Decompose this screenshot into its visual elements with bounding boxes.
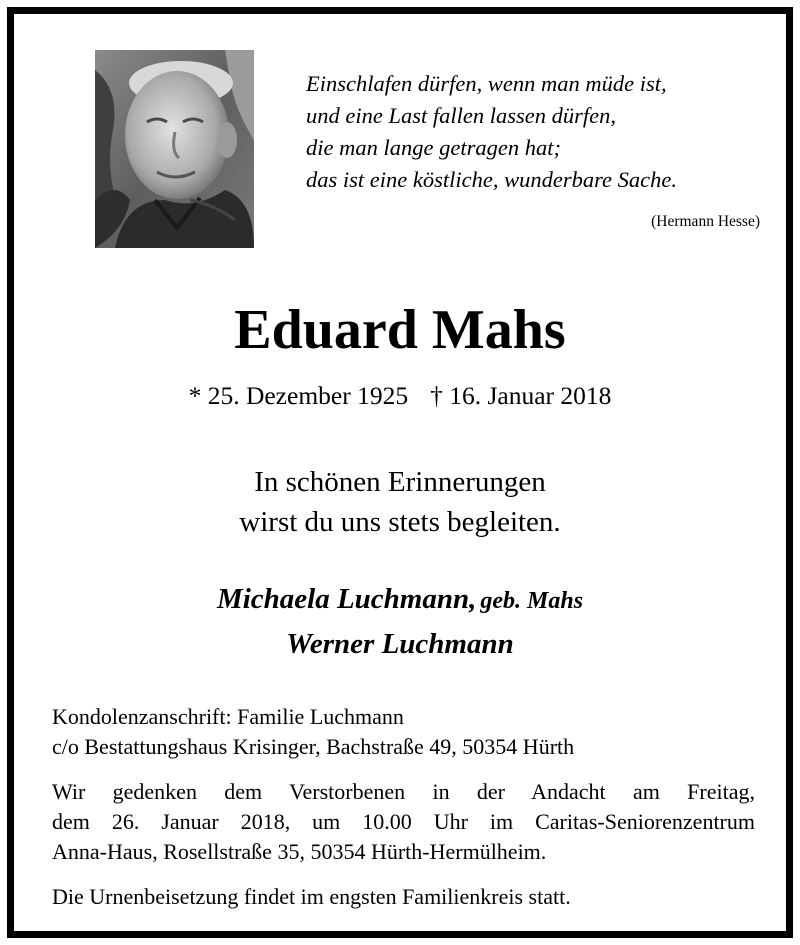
condolence-line: c/o Bestattungshaus Krisinger, Bachstraße 49, 50354 Hürth (52, 734, 575, 759)
mourner-name: Werner Luchmann (286, 628, 514, 660)
quote-line: Einschlafen dürfen, wenn man müde ist, (306, 71, 667, 96)
quote-line: die man lange getragen hat; (306, 135, 561, 160)
life-dates (14, 380, 786, 412)
portrait-photo-icon (95, 50, 254, 248)
mourner-name: Michaela Luchmann, (216, 583, 477, 615)
quote-line: das ist eine köstliche, wunderbare Sache. (306, 167, 677, 192)
memorial-phrase-line: wirst du uns stets begleiten. (239, 506, 561, 538)
obituary-frame (7, 7, 793, 938)
mourner-row (14, 579, 786, 624)
quote-block (306, 68, 766, 196)
urn-notice (52, 882, 755, 912)
service-line: Wir gedenken dem Verstorbenen in der Andacht am Freitag, (52, 779, 755, 804)
mourners (14, 579, 786, 664)
memorial-phrase (14, 462, 786, 542)
mourner-maiden-name: geb. Mahs (480, 588, 584, 614)
condolence-address (52, 702, 755, 762)
death-date: † 16. Januar 2018 (430, 381, 612, 410)
urn-line: Die Urnenbeisetzung findet im engsten Familienkreis statt. (52, 884, 571, 909)
service-line: dem 26. Januar 2018, um 10.00 Uhr im Caritas-Seniorenzentrum (52, 809, 755, 834)
birth-date: * 25. Dezember 1925 (188, 381, 409, 410)
memorial-phrase-line: In schönen Erinnerungen (254, 466, 546, 498)
quote-line: und eine Last fallen lassen dürfen, (306, 103, 616, 128)
condolence-line: Kondolenzanschrift: Familie Luchmann (52, 704, 404, 729)
service-line: Anna-Haus, Rosellstraße 35, 50354 Hürth-Hermülheim. (52, 839, 547, 864)
service-notice (52, 777, 755, 867)
portrait-photo (95, 50, 254, 248)
deceased-name: Eduard Mahs (234, 299, 566, 361)
quote-author: (Hermann Hesse) (651, 213, 760, 230)
